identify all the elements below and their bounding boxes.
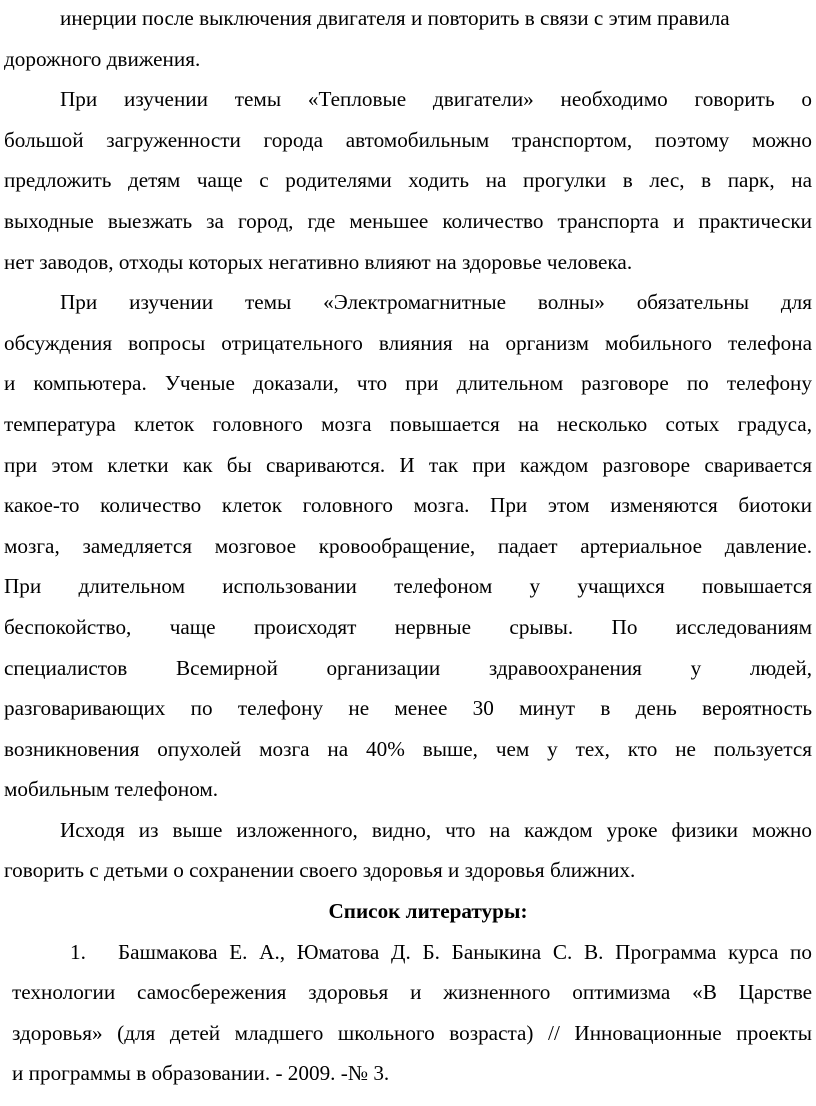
text-line: инерции после выключения двигателя и повторить в связи с этим правила <box>60 6 730 30</box>
text-line: и компьютера. Ученые доказали, что при длительном разговоре по телефону <box>4 371 812 396</box>
paragraph-heat-engines <box>4 79 812 282</box>
text-line: При изучении темы «Тепловые двигатели» необходимо говорить о <box>60 87 812 112</box>
text-line: При длительном использовании телефоном у учащихся повышается <box>4 574 812 599</box>
bibliography-item-text-line: здоровья» (для детей младшего школьного возраста) // Инновационные проекты <box>12 1020 812 1045</box>
text-line: говорить с детьми о сохранении своего здоровья и здоровья ближних. <box>4 858 636 883</box>
text-line: при этом клетки как бы свариваются. И так при каждом разговоре сваривается <box>4 452 812 477</box>
bibliography-section <box>4 891 812 1094</box>
text-line: нет заводов, отходы которых негативно влияют на здоровье человека. <box>4 249 633 274</box>
bibliography-item-first-line <box>4 932 812 973</box>
paragraph-em-waves <box>4 282 812 810</box>
bibliography-item-text-line: и программы в образовании. - 2009. -№ 3. <box>12 1061 390 1086</box>
text-line: мозга, замедляется мозговое кровообращение, падает артериальное давление. <box>4 533 812 558</box>
text-line: предложить детям чаще с родителями ходить на прогулки в лес, в парк, на <box>4 168 812 193</box>
text-line: выходные выезжать за город, где меньшее количество транспорта и практически <box>4 208 812 233</box>
document-page <box>4 0 812 1094</box>
text-line: дорожного движения. <box>4 46 201 71</box>
text-line: разговаривающих по телефону не менее 30 минут в день вероятность <box>4 696 812 721</box>
paragraph-conclusion <box>4 810 812 891</box>
bibliography-heading: Список литературы: <box>328 899 528 924</box>
text-line: обсуждения вопросы отрицательного влияния на организм мобильного телефона <box>4 330 812 355</box>
body-text <box>4 0 812 891</box>
text-line: специалистов Всемирной организации здравоохранения у людей, <box>4 655 812 680</box>
text-line: какое-то количество клеток головного мозга. При этом изменяются биотоки <box>4 493 812 518</box>
bibliography-item-text: Башмакова Е. А., Юматова Д. Б. Баныкина С. В. Программа курса по <box>118 939 812 964</box>
paragraph-inertia <box>4 0 812 79</box>
text-line: температура клеток головного мозга повышается на несколько сотых градуса, <box>4 411 812 436</box>
bibliography-item-text-line: технологии самосбережения здоровья и жизненного оптимизма «В Царстве <box>12 980 812 1005</box>
text-line: Исходя из выше изложенного, видно, что на каждом уроке физики можно <box>60 817 812 842</box>
bibliography-item-number: 1. <box>70 939 86 964</box>
text-line: беспокойство, чаще происходят нервные срывы. По исследованиям <box>4 614 812 639</box>
text-line: большой загруженности города автомобильным транспортом, поэтому можно <box>4 127 812 152</box>
text-line: возникновения опухолей мозга на 40% выше, чем у тех, кто не пользуется <box>4 736 812 761</box>
bibliography-item <box>4 932 812 1094</box>
text-line: мобильным телефоном. <box>4 777 219 802</box>
text-line: При изучении темы «Электромагнитные волны» обязательны для <box>60 290 812 315</box>
bibliography-list <box>4 932 812 1094</box>
